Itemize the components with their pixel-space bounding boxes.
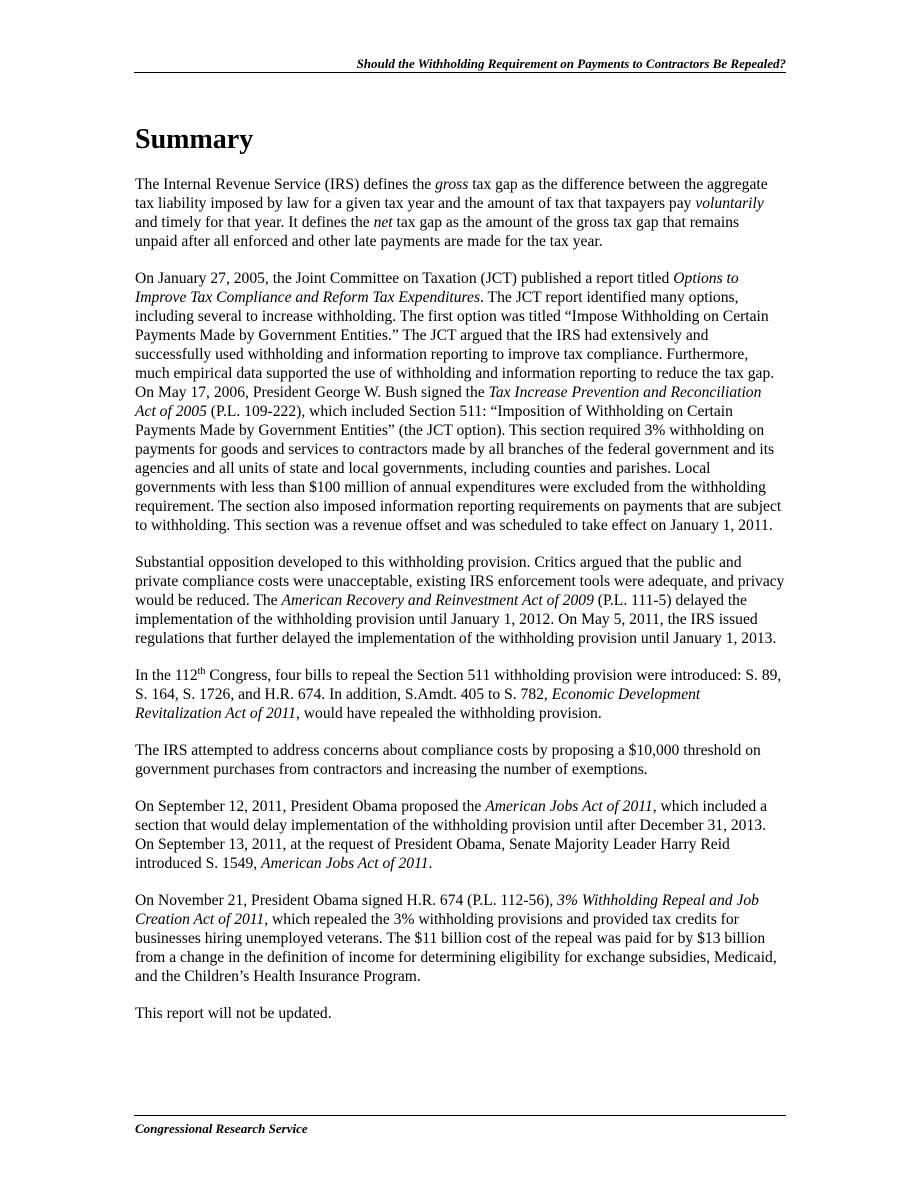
act-title: Tax Increase Prevention and Reconciliation Act of 2005: [135, 384, 762, 420]
section-title: Summary: [135, 124, 254, 155]
paragraph-irs-threshold: The IRS attempted to address concerns about compliance costs by proposing a $10,000 threshold on government purchases from contractors and increasing the number of exemptions.: [135, 742, 761, 778]
act-title: American Recovery and Reinvestment Act of 2009: [281, 592, 594, 609]
paragraph-jct-report: On January 27, 2005, the Joint Committee on Taxation (JCT) published a report titled Options to Improve Tax Compliance and Reform Tax Expenditures. The JCT report identified many options, including several to increase withholding. The first option was titled “Impose Withholding on Certain Payments Made by Government Entities.” The JCT argued that the IRS had extensively and successfully used withholding and information reporting to improve tax compliance. Furthermore, much empirical data supported the use of withholding and information reporting to reduce the tax gap. On May 17, 2006, President George W. Bush signed the Tax Increase Prevention and Reconciliation Act of 2005 (P.L. 109-222), which included Section 511: “Imposition of Withholding on Certain Payments Made by Government Entities” (the JCT option). This section required 3% withholding on payments for goods and services to contractors made by all branches of the federal government and its agencies and all units of state and local governments, including counties and parishes. Local governments with less than $100 million of annual expenditures were excluded from the withholding requirement. The section also imposed information reporting requirements on payments that are subject to withholding. This section was a revenue offset and was scheduled to take effect on January 1, 2011.: [135, 270, 782, 534]
emphasis-net: net: [373, 214, 393, 231]
report-title: Options to Improve Tax Compliance and Reform Tax Expenditures: [135, 270, 739, 306]
act-title: American Jobs Act of 2011: [485, 798, 653, 815]
footer-publisher: Congressional Research Service: [135, 1121, 308, 1136]
emphasis-voluntarily: voluntarily: [695, 195, 764, 212]
paragraph-no-update: This report will not be updated.: [135, 1005, 332, 1022]
ordinal-superscript: th: [197, 665, 206, 677]
act-title: Economic Development Revitalization Act of 2011: [135, 686, 701, 722]
act-title: American Jobs Act of 2011: [261, 855, 429, 872]
running-header-title: Should the Withholding Requirement on Payments to Contractors Be Repealed?: [356, 56, 786, 71]
footer-rule: [134, 1115, 786, 1116]
summary-body: [135, 175, 785, 1041]
paragraph-opposition: Substantial opposition developed to this withholding provision. Critics argued that the public and private compliance costs were unacceptable, existing IRS enforcement tools were adequate, and privacy would be reduced. The American Recovery and Reinvestment Act of 2009 (P.L. 111-5) delayed the implementation of the withholding provision until January 1, 2012. On May 5, 2011, the IRS issued regulations that further delayed the implementation of the withholding provision until January 1, 2013.: [135, 554, 785, 647]
paragraph-repeal-signed: On November 21, President Obama signed H.R. 674 (P.L. 112-56), 3% Withholding Repeal and Job Creation Act of 2011, which repealed the 3% withholding provisions and provided tax credits for businesses hiring unemployed veterans. The $11 billion cost of the repeal was paid for by $13 billion from a change in the definition of income for determining eligibility for exchange subsidies, Medicaid, and the Children’s Health Insurance Program.: [135, 892, 777, 985]
act-title: 3% Withholding Repeal and Job Creation Act of 2011: [135, 892, 759, 928]
paragraph-tax-gap: The Internal Revenue Service (IRS) defines the gross tax gap as the difference between the aggregate tax liability imposed by law for a given tax year and the amount of tax that taxpayers pay voluntarily and timely for that year. It defines the net tax gap as the amount of the gross tax gap that remains unpaid after all enforced and other late payments are made for the tax year.: [135, 176, 768, 250]
paragraph-112th-congress: In the 112th Congress, four bills to repeal the Section 511 withholding provision were introduced: S. 89, S. 164, S. 1726, and H.R. 674. In addition, S.Amdt. 405 to S. 782, Economic Development Revitalization Act of 2011, would have repealed the withholding provision.: [135, 665, 782, 722]
header-rule: [134, 72, 786, 73]
emphasis-gross: gross: [435, 176, 469, 193]
paragraph-american-jobs-act: On September 12, 2011, President Obama proposed the American Jobs Act of 2011, which included a section that would delay implementation of the withholding provision until after December 31, 2013. On September 13, 2011, at the request of President Obama, Senate Majority Leader Harry Reid introduced S. 1549, American Jobs Act of 2011.: [135, 798, 768, 872]
